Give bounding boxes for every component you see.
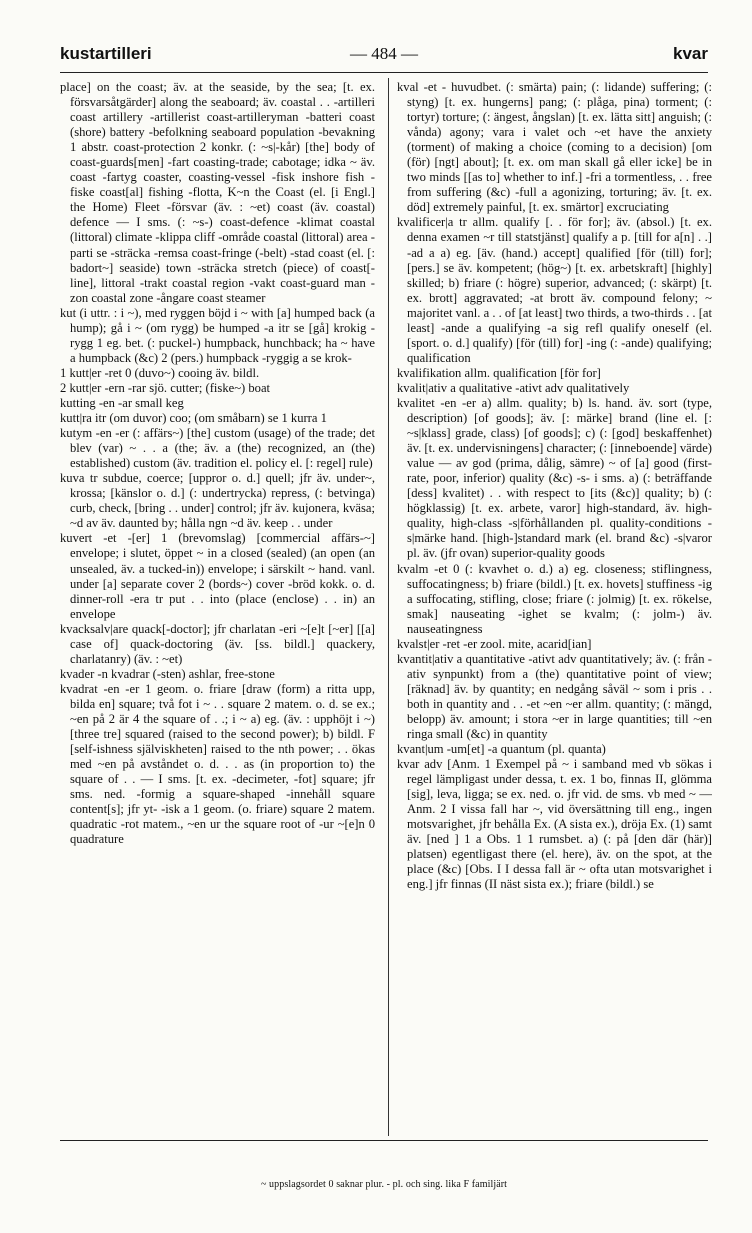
dictionary-entry: kvadrat -en -er 1 geom. o. friare [draw (form) a ritta upp, bilda en] square; två fot i ~ . . square 2 matem. o. d. se ex.; ~en på 2 är 4 the square of . .; i ~ a) eg. (äv. : upphöjt i ~) [three tre] squared (raised to the second power); b) bildl. F [self-ishness själviskheten] raised to the nth power; . . ökas med ~en på avståndet o. d. . . as (in proportion to) the square of . . — I sms. [t. ex. -decimeter, -fot] square; jfr sms. ned. -formig a square-shaped -innehåll square content[s]; jfr yt- -isk a 1 geom. (o. friare) square 2 matem. quadratic -rot matem., ~en ur the square root of -ur ~[e]n 0 quadrature — [60, 681, 375, 847]
dictionary-entry: kvalitet -en -er a) allm. quality; b) ls. hand. äv. sort (type, description) [of goods]; äv. [: märke] brand (line el. [: ~s|klass] grade, class) [of goods]; c) (: [god] beskaffenhet) äv. [t. ex. undervisningens] character; (: [inneboende] värde) value — av god (prima, dålig, sämre) ~ of [a] good (first-rate, poor, inferior) quality (&c) -s- i sms. a) (: beträffande [dess] kvalitet) . . with respect to [its (&c)] quality; b) (: högklassig) [t. ex. arbete, varor] high-standard, äv. high-quality, high-class -s|förhållanden pl. quality-conditions -s|märke hand. [high-]standard mark (el. brand &c) -s|varor pl. äv. (jfr ovan) superior-quality goods — [397, 395, 712, 561]
page-number: — 484 — — [350, 44, 418, 63]
dictionary-column-left — [60, 80, 375, 1135]
dictionary-entry: kval -et - huvudbet. (: smärta) pain; (: lidande) suffering; (: styng) [t. ex. hungerns] pang; (: plåga, pina) torment; (: tortyr) torture; (: ängest, ångslan) [t. ex. lätta sitt] anguish; (: vånda) agony; vara i valet och ~et have the anxiety (torment) of making a choice (coming to a decision) [om (för) [ngt] about]; [t. ex. om man skall gå eller icke] be in two minds [[as to] whether to inf.] -fri a tormentless, . . free from suffering (&c) -full a agonizing, torturing; äv. [t. ex. död] extremely painful, [t. ex. smärtor] excruciating — [397, 80, 712, 215]
dictionary-entry: kutt|ra itr (om duvor) coo; (om småbarn) se 1 kurra 1 — [60, 411, 327, 426]
dictionary-entry: kuvert -et -[er] 1 (brevomslag) [commercial affärs-~] envelope; i slutet, öppet ~ in a closed (sealed) (an open (an unsealed, äv. a tucked-in)) envelope; i särskilt ~ hand. vanl. under [a] separate cover 2 (bords~) cover -bröd kokk. o. d. dinner-roll -era tr put . . into (place (enclose) . . in) an envelope — [60, 531, 375, 621]
page-header — [60, 44, 708, 74]
dictionary-entry: kvar adv [Anm. 1 Exempel på ~ i samband med vb sökas i regel lämpligast under dessa, t. ex. 1 bo, finnas II, glömma [sig], leva, ligga; se ex. ned. o. jfr vid. de sms. vb med ~ — Anm. 2 I vissa fall har ~, vid översättning till eng., ingen motsvarighet, jfr behålla Ex. (A sista ex.), dröja Ex. (1) samt äv. [ned ] 1 a Obs. 1 1 rumsbet. a) (: på [den där (här)] platsen) egentligast there (el. here), äv. on the spot, at the place (&c) [Obs. I I dessa fall är ~ ofta utan motsvarighet i eng.] jfr finnas (II näst sista ex.); friare (bildl.) se — [397, 757, 712, 892]
abbreviation-key-footer: ~ uppslagsordet 0 saknar plur. - pl. och sing. lika F familjärt — [260, 1179, 508, 1190]
dictionary-entry: kvalit|ativ a qualitative -ativt adv qualitatively — [397, 380, 630, 395]
dictionary-entry: 1 kutt|er -ret 0 (duvo~) cooing äv. bildl. — [60, 365, 260, 380]
dictionary-entry: kvantit|ativ a quantitative -ativt adv quantitatively; äv. (: från -ativ synpunkt) from a (the) quantitative point of view; [räknad] äv. by quantity; en nedgång såväl ~ som i pris . . both in quantity and . . -et ~en ~er allm. quantity; (: mängd, belopp) äv. amount; i stora ~er in large quantities; till ~en ringa small (&c) in quantity — [397, 651, 712, 742]
header-rule — [60, 72, 708, 73]
guide-word-left: kustartilleri — [60, 44, 152, 63]
dictionary-entry: kuva tr subdue, coerce; [uppror o. d.] quell; jfr äv. under~, krossa; [känslor o. d.] (: undertrycka) repress, (: betvinga) curb, check, [bring . . under] control; jfr äv. kujonera, kväsa; ~d av äv. daunted by; hålla ngn ~d äv. keep . . under — [60, 471, 375, 531]
dictionary-entry: kutym -en -er (: affärs~) [the] custom (usage) of the trade; det blev (var) ~ . . a (the; äv. a (the) recognized, an (the) established) custom (äv. tradition el. policy el. [: regel] rule) — [60, 426, 375, 471]
column-divider — [388, 78, 389, 1136]
footer-rule — [60, 1140, 708, 1141]
dictionary-column-right — [397, 80, 712, 1135]
dictionary-entry: kvant|um -um[et] -a quantum (pl. quanta) — [397, 742, 606, 757]
dictionary-entry: kutting -en -ar small keg — [60, 395, 184, 410]
guide-word-right: kvar — [673, 44, 708, 63]
dictionary-entry: kut (i uttr. : i ~), med ryggen böjd i ~ with [a] humped back (a hump); gå i ~ (om rygg) be humped -a itr se [gå] krokig -rygg 1 eg. bet. (: puckel-) humpback, hunchback; ha ~ have a humpback (&c) 2 (pers.) humpback -ryggig a se krok- — [60, 305, 375, 365]
dictionary-entry: 2 kutt|er -ern -rar sjö. cutter; (fiske~) boat — [60, 380, 271, 395]
dictionary-entry: kvacksalv|are quack[-doctor]; jfr charlatan -eri ~[e]t [~er] [[a] case of] quack-doctoring (äv. [ss. bildl.] quackery, charlatanry) (äv. : ~et) — [60, 621, 375, 666]
dictionary-entry: kvalm -et 0 (: kvavhet o. d.) a) eg. closeness; stiflingness, suffocatingness; b) friare (bildl.) [t. ex. hovets] stuffiness -ig a suffocating, stifling, close; friare (: jolmig) [t. ex. rökelse, smak] nauseating -ighet se kvalm; (: jolm-) äv. nauseatingness — [397, 561, 712, 636]
dictionary-entry: kvalifikation allm. qualification [för for] — [397, 365, 601, 380]
dictionary-entry: kvalst|er -ret -er zool. mite, acarid[ian] — [397, 636, 592, 651]
dictionary-entry: kvader -n kvadrar (-sten) ashlar, free-stone — [60, 666, 275, 681]
dictionary-entry: place] on the coast; äv. at the seaside, by the sea; [t. ex. försvarsåtgärder] along the seaboard; äv. coastal . . -artilleri coast artillery -artillerist coast-artilleryman -batteri coast (shore) battery -befolkning seaboard population -bevakning 1 abstr. coast-protection 2 konkr. (: ~s|-kår) [the] body of coast-guards[men] -fart coasting-trade; cabotage; idka ~ äv. coast -fartyg coaster, coasting-vessel -fisk inshore fish -fiske coast[al] fishing -flotta, K~n the Coast (el. [i Engl.] the Home) Fleet -försvar (äv. : ~et) coast (äv. coastal) defence — I sms. (: ~s-) coast-defence -klimat coastal (littoral) climate -klippa cliff -område coastal (littoral) area -parti se -sträcka -remsa coast-fringe (-belt) -stad coast (el. [: badort~] seaside) town -sträcka stretch (piece) of coast[-line], littoral -trakt coastal region -vakt coast-guard man -zon coastal zone -ångare coast steamer — [60, 80, 375, 305]
dictionary-entry: kvalificer|a tr allm. qualify [. . för for]; äv. (absol.) [t. ex. denna examen ~r till statstjänst] qualify a p. [till for a[n] . .] -ad a a) eg. [äv. (hand.) accept] qualified [för (till) for]; [pers.] se äv. kompetent; (hög~) [t. ex. arbetskraft] [highly] skilled; b) friare (: högre) superior, advanced; (: skärpt) [t. ex. brott] aggravated; -at brott äv. compound felony; ~ majoritet vanl. a . . of [at least] two thirds, a two-thirds . . [at least] -ande a qualifying -a sig refl qualify oneself (el. [sport. o. d.] qualify) [för (till) for] -ing (: -ande) qualifying; qualification — [397, 215, 712, 365]
